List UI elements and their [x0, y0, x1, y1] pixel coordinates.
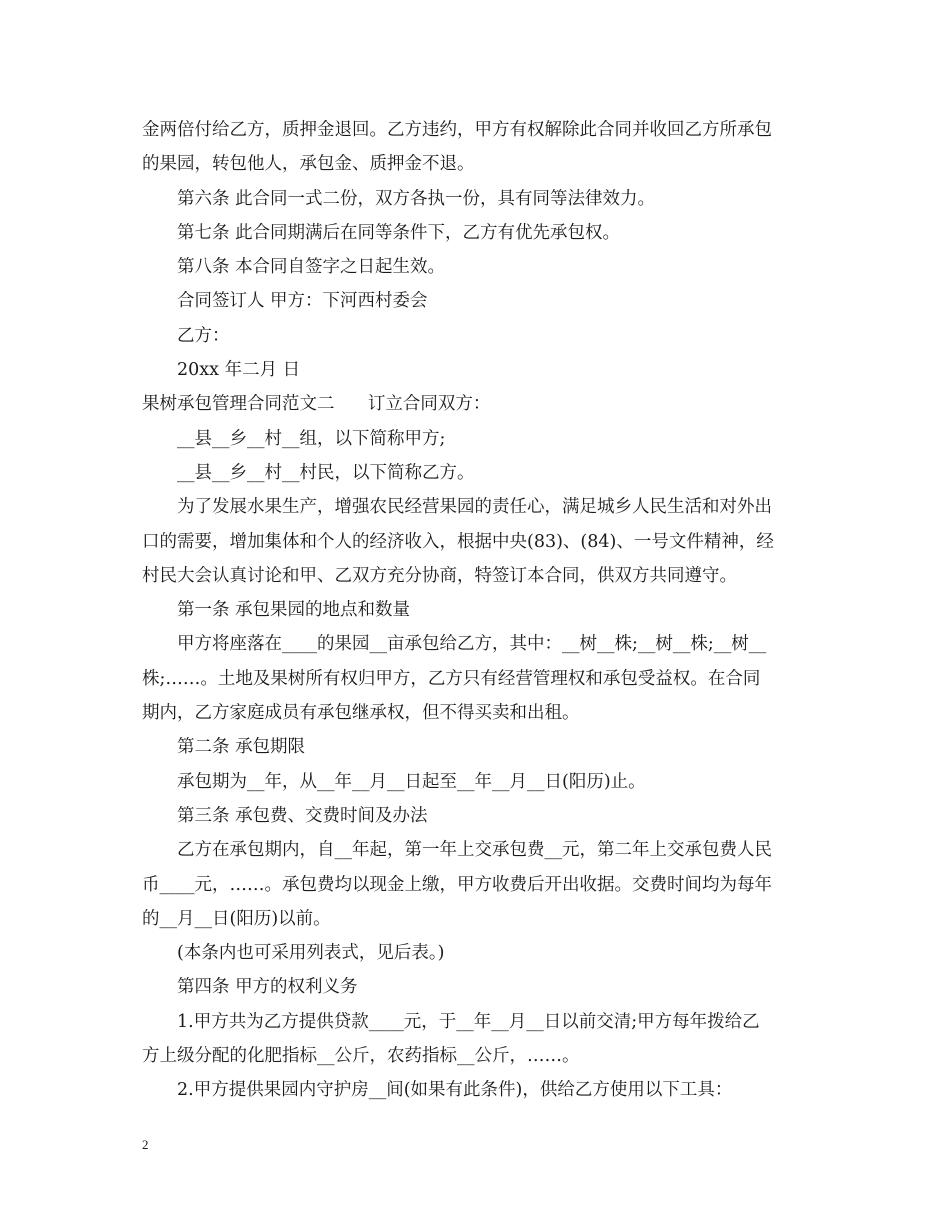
- contract-body: [142, 113, 814, 1108]
- article-7: 第七条 此合同期满后在同等条件下，乙方有优先承包权。: [177, 222, 621, 243]
- signatory-party-b: 乙方：: [177, 325, 230, 346]
- article-1-text: 期内，乙方家庭成员有承包继承权，但不得买卖和出租。: [142, 703, 580, 724]
- article-3-text: 的__月__日(阳历)以前。: [142, 908, 331, 929]
- signing-date: 20xx 年二月 日: [177, 360, 301, 381]
- article-2-heading: 第二条 承包期限: [177, 737, 306, 758]
- article-1-text: 株;……。土地及果树所有权归甲方，乙方只有经营管理权和承包受益权。在合同: [142, 668, 761, 689]
- article-4-item-2: 2.甲方提供果园内守护房__间(如果有此条件)，供给乙方使用以下工具：: [177, 1080, 733, 1101]
- article-1-heading: 第一条 承包果园的地点和数量: [177, 600, 411, 621]
- article-6: 第六条 此合同一式二份，双方各执一份，具有同等法律效力。: [177, 188, 656, 209]
- text-line: 的果园，转包他人，承包金、质押金不退。: [142, 154, 475, 175]
- party-b-line: __县__乡__村__村民，以下简称乙方。: [177, 462, 475, 483]
- preamble-line: 口的需要，增加集体和个人的经济收入，根据中央(83)、(84)、一号文件精神，经: [142, 531, 774, 552]
- article-3-note: (本条内也可采用列表式，见后表。): [177, 943, 445, 964]
- signatory-party-a: 合同签订人 甲方：下河西村委会: [177, 291, 428, 312]
- article-4-item-1: 1.甲方共为乙方提供贷款____元，于__年__月__日以前交清;甲方每年拨给乙: [177, 1011, 760, 1032]
- text-line: 金两倍付给乙方，质押金退回。乙方违约，甲方有权解除此合同并收回乙方所承包: [142, 120, 772, 140]
- page-number: 2: [142, 1137, 149, 1152]
- preamble-line: 为了发展水果生产，增强农民经营果园的责任心，满足城乡人民生活和对外出: [177, 497, 772, 518]
- article-1-text: 甲方将座落在____的果园__亩承包给乙方，其中：__树__株;__树__株;__树__: [177, 634, 767, 655]
- preamble-line: 村民大会认真讨论和甲、乙双方充分协商，特签订本合同，供双方共同遵守。: [142, 565, 737, 586]
- article-3-text: 币____元，……。承包费均以现金上缴，甲方收费后开出收据。交费时间均为每年: [142, 874, 772, 895]
- article-3-heading: 第三条 承包费、交费时间及办法: [177, 805, 428, 826]
- article-2-text: 承包期为__年，从__年__月__日起至__年__月__日(阳历)止。: [177, 771, 646, 792]
- party-a-line: __县__乡__村__组，以下简称甲方;: [177, 428, 446, 449]
- article-8: 第八条 本合同自签字之日起生效。: [177, 257, 446, 278]
- article-4-item-1: 方上级分配的化肥指标__公斤，农药指标__公斤，……。: [142, 1046, 580, 1067]
- article-4-heading: 第四条 甲方的权利义务: [177, 977, 358, 998]
- section-title: 果树承包管理合同范文二 订立合同双方：: [142, 394, 491, 415]
- article-3-text: 乙方在承包期内，自__年起，第一年上交承包费__元，第二年上交承包费人民: [177, 840, 772, 861]
